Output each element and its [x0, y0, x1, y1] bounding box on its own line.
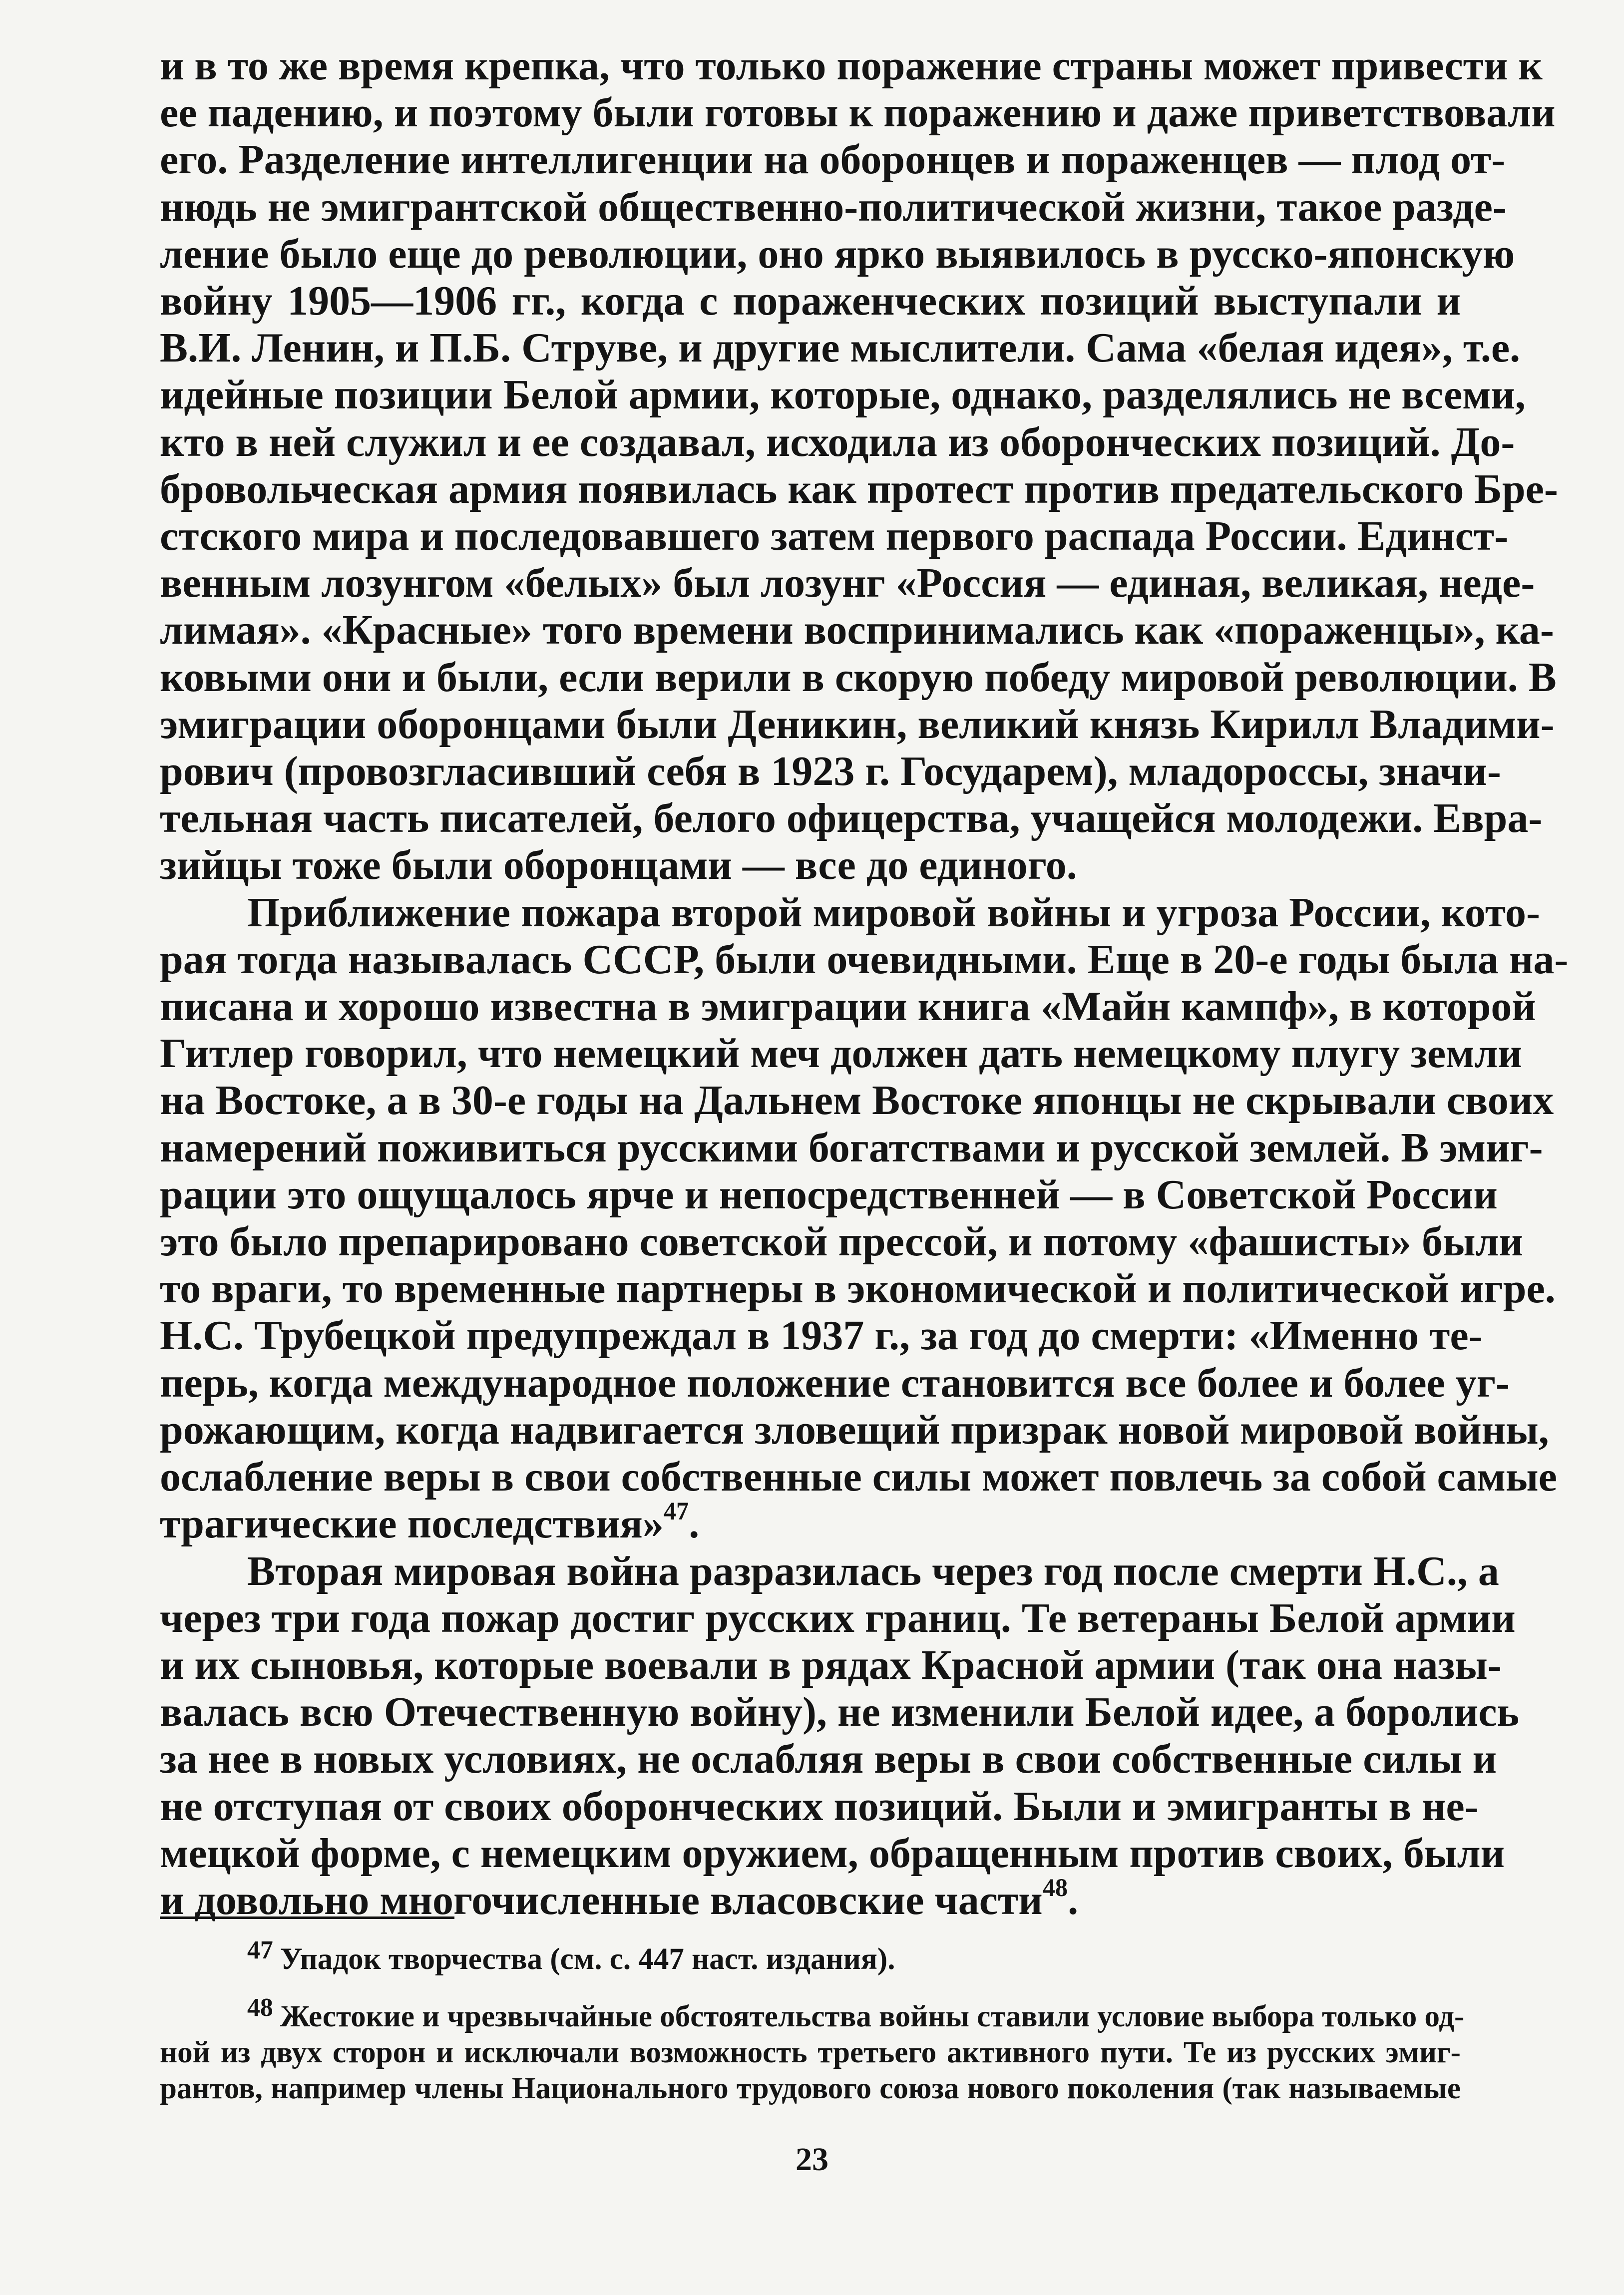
line-text: трагические последствия»	[160, 1501, 664, 1547]
text-line: и их сыновья, которые воевали в рядах Красной армии (так она назы-	[160, 1641, 1502, 1688]
footnote-line	[160, 1993, 1465, 2035]
paragraph-1	[160, 42, 1558, 889]
text-line: ослабление веры в свои собственные силы может повлечь за собой самые	[160, 1454, 1557, 1501]
text-line: рая тогда называлась СССР, были очевидными. Еще в 20-е годы была на-	[160, 936, 1569, 983]
text-line: через три года пожар достиг русских границ. Те ветераны Белой армии	[160, 1594, 1516, 1641]
footnote-text: Жестокие и чрезвычайные обстоятельства войны ставили условие выбора только од-	[280, 2000, 1465, 2033]
footnote-divider	[160, 1916, 454, 1919]
text-line	[160, 1497, 1461, 1547]
text-line: нюдь не эмигрантской общественно-политической жизни, такое разде-	[160, 183, 1507, 230]
footnote-47	[160, 1936, 1461, 1977]
footnote-number: 47	[247, 1936, 273, 1965]
text-line: кто в ней служил и ее создавал, исходила из оборонческих позиций. До-	[160, 418, 1515, 465]
main-text	[160, 42, 1569, 1924]
footnote-number: 48	[247, 1993, 273, 2022]
text-line: это было препарировано советской прессой, и потому «фашисты» были	[160, 1218, 1524, 1265]
text-line: рович (провозгласивший себя в 1923 г. Государем), младороссы, значи-	[160, 748, 1501, 795]
text-line: писана и хорошо известна в эмиграции книга «Майн кампф», в которой	[160, 983, 1536, 1030]
text-line: Приближение пожара второй мировой войны и угроза России, кото-	[247, 889, 1541, 936]
text-line: ее падению, и поэтому были готовы к поражению и даже приветствовали	[160, 89, 1556, 136]
line-end: .	[1068, 1877, 1079, 1923]
footnotes	[160, 1936, 1465, 2128]
text-line: перь, когда международное положение становится все более и более уг-	[160, 1359, 1510, 1406]
text-line: и в то же время крепка, что только поражение страны может привести к	[160, 42, 1543, 89]
paragraph-3	[160, 1547, 1520, 1924]
text-line: зийцы тоже были оборонцами — все до единого.	[160, 842, 1077, 889]
text-line: рожающим, когда надвигается зловещий призрак новой мировой войны,	[160, 1406, 1549, 1453]
text-line: мецкой форме, с немецким оружием, обращенным против своих, были	[160, 1830, 1505, 1877]
footnote-text: Упадок творчества (см. с. 447 наст. издания).	[280, 1942, 895, 1976]
text-line: идейные позиции Белой армии, которые, однако, разделялись не всеми,	[160, 372, 1526, 418]
text-line: тельная часть писателей, белого офицерства, учащейся молодежи. Евра-	[160, 795, 1543, 842]
text-line: ковыми они и были, если верили в скорую победу мировой революции. В	[160, 654, 1557, 701]
footnote-line: ной из двух сторон и исключали возможность третьего активного пути. Те из русских эмиг-	[160, 2036, 1461, 2069]
footnote-ref-48[interactable]: 48	[1042, 1873, 1068, 1902]
text-line: то враги, то временные партнеры в экономической и политической игре.	[160, 1265, 1556, 1312]
text-line: рации это ощущалось ярче и непосредственней — в Советской России	[160, 1171, 1498, 1218]
line-end: .	[689, 1501, 700, 1547]
footnote-line: рантов, например члены Национального трудового союза нового поколения (так называемые	[160, 2072, 1461, 2105]
page-number: 23	[796, 2141, 828, 2178]
text-line: не отступая от своих оборонческих позиций. Были и эмигранты в не-	[160, 1783, 1479, 1830]
text-line: ление было еще до революции, оно ярко выявилось в русско-японскую	[160, 230, 1515, 277]
text-line: бровольческая армия появилась как протест против предательского Бре-	[160, 465, 1558, 512]
footnote-ref-47[interactable]: 47	[663, 1497, 689, 1526]
text-line: за нее в новых условиях, не ослабляя веры в свои собственные силы и	[160, 1736, 1497, 1783]
text-line: его. Разделение интеллигенции на оборонцев и пораженцев — плод от-	[160, 136, 1506, 183]
text-line: эмиграции оборонцами были Деникин, великий князь Кирилл Владими-	[160, 701, 1555, 748]
text-line: Н.С. Трубецкой предупреждал в 1937 г., за год до смерти: «Именно те-	[160, 1312, 1483, 1359]
text-line: стского мира и последовавшего затем первого распада России. Единст-	[160, 513, 1509, 560]
text-line: на Востоке, а в 30-е годы на Дальнем Востоке японцы не скрывали своих	[160, 1077, 1554, 1124]
paragraph-2	[160, 889, 1569, 1548]
text-line: лимая». «Красные» того времени воспринимались как «пораженцы», ка-	[160, 607, 1554, 654]
text-line: войну 1905—1906 гг., когда с пораженческих позиций выступали и	[160, 278, 1461, 325]
text-line: намерений поживиться русскими богатствами и русской землей. В эмиг-	[160, 1124, 1543, 1171]
text-line: валась всю Отечественную войну), не изменили Белой идее, а боролись	[160, 1689, 1520, 1736]
footnote-line	[160, 1936, 1461, 1977]
footnote-48	[160, 1993, 1465, 2107]
text-line: В.И. Ленин, и П.Б. Струве, и другие мыслители. Сама «белая идея», т.е.	[160, 325, 1521, 372]
text-line: Гитлер говорил, что немецкий меч должен дать немецкому плугу земли	[160, 1030, 1522, 1077]
text-line: Вторая мировая война разразилась через год после смерти Н.С., а	[247, 1547, 1499, 1594]
line-text: и довольно многочисленные власовские части	[160, 1877, 1043, 1923]
text-line: венным лозунгом «белых» был лозунг «Россия — единая, великая, неде-	[160, 560, 1535, 607]
